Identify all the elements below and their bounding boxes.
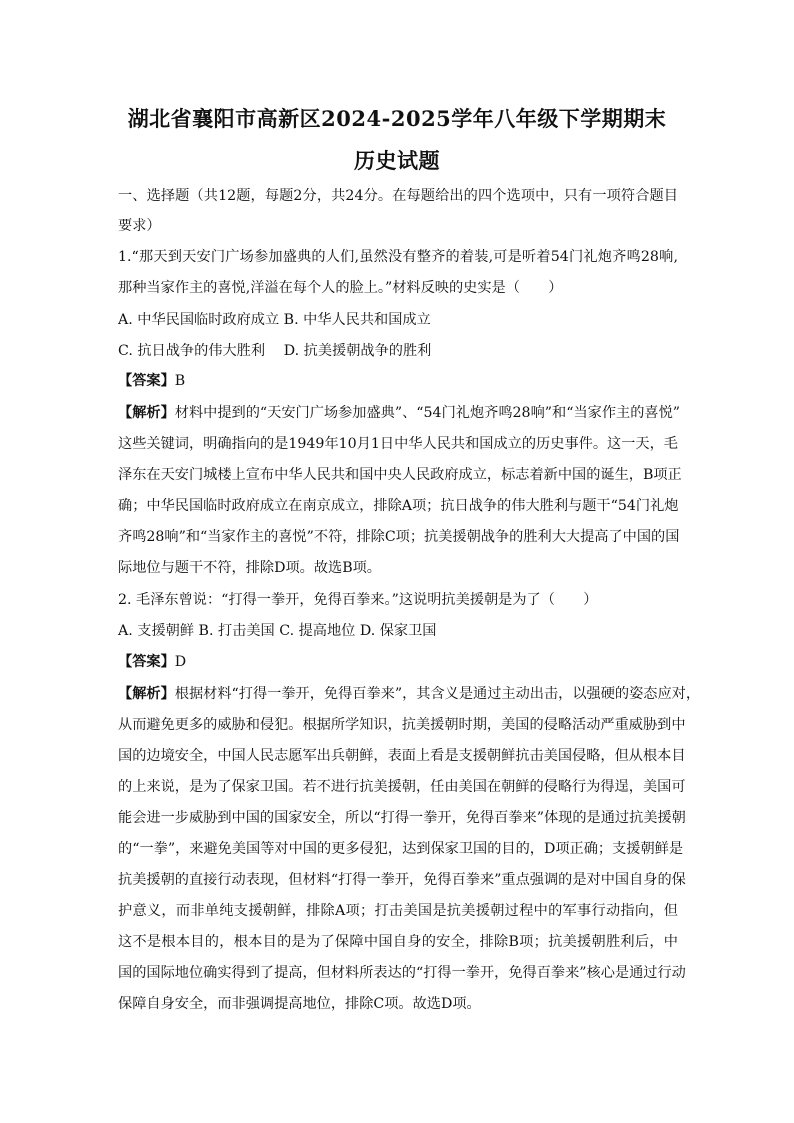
analysis-label: 【解析】 (118, 686, 175, 702)
q2-analysis-line-3: 国的边境安全，中国人民志愿军出兵朝鲜，表面上看是支援朝鲜抗击美国侵略，但从根本目 (118, 748, 686, 764)
q1-options-line-2: C. 抗日战争的伟大胜利 D. 抗美援朝战争的胜利 (118, 343, 432, 359)
q2-options-line-1: A. 支援朝鲜 B. 打击美国 C. 提高地位 D. 保家卫国 (118, 623, 437, 639)
q2-analysis-line-11: 保障自身安全，而非强调提高地位，排除C项。故选D项。 (118, 996, 481, 1012)
q1-analysis-line-1: 【解析】材料中提到的“天安门广场参加盛典”、“54门礼炮齐鸣28响”和“当家作主的喜悦” (118, 405, 681, 421)
section-heading-line-1: 一、选择题（共12题，每题2分，共24分。在每题给出的四个选项中，只有一项符合题目 (118, 188, 678, 204)
exam-title: 湖北省襄阳市高新区2024-2025学年八年级下学期期末 (127, 106, 667, 131)
answer-label: 【答案】 (118, 373, 175, 389)
q2-stem-line-1: 2. 毛泽东曾说：“打得一拳开，免得百拳来。”这说明抗美援朝是为了（ ） (118, 592, 598, 608)
answer-label: 【答案】 (118, 654, 175, 670)
q2-analysis-line-5: 能会进一步威胁到中国的国家安全，所以“打得一拳开，免得百拳来”体现的是通过抗美援朝 (118, 810, 686, 826)
q1-analysis-line-2: 这些关键词，明确指向的是1949年10月1日中华人民共和国成立的历史事件。这一天，毛 (118, 436, 678, 452)
q1-stem-line-1: 1.“那天到天安门广场参加盛典的人们,虽然没有整齐的着装,可是听着54门礼炮齐鸣28响, (118, 249, 678, 265)
q1-options-line-1: A. 中华民国临时政府成立 B. 中华人民共和国成立 (118, 312, 431, 328)
answer-value: B (174, 373, 186, 389)
q2-analysis-line-2: 从而避免更多的威胁和侵犯。根据所学知识，抗美援朝时期，美国的侵略活动严重威胁到中 (118, 717, 686, 733)
answer-value: D (174, 654, 187, 670)
q2-answer (118, 652, 186, 672)
q1-analysis-line-3: 泽东在天安门城楼上宣布中华人民共和国中央人民政府成立，标志着新中国的诞生，B项正 (118, 467, 682, 483)
q1-analysis-line-5: 齐鸣28响”和“当家作主的喜悦”不符，排除C项；抗美援朝战争的胜利大大提高了中国的国 (118, 529, 680, 545)
q1-analysis-line-4: 确；中华民国临时政府成立在南京成立，排除A项；抗日战争的伟大胜利与题干“54门礼炮 (118, 498, 679, 514)
q1-stem-line-2: 那种当家作主的喜悦,洋溢在每个人的脸上。”材料反映的史实是（ ） (118, 280, 563, 296)
exam-subject: 历史试题 (354, 148, 440, 173)
analysis-label: 【解析】 (118, 405, 175, 421)
q2-analysis-line-9: 这不是根本目的，根本目的是为了保障中国自身的安全，排除B项；抗美援朝胜利后，中 (118, 934, 678, 950)
q2-analysis-line-6: 的“一拳”，来避免美国等对中国的更多侵犯，达到保家卫国的目的，D项正确；支援朝鲜是 (118, 841, 684, 857)
q2-analysis-line-8: 护意义，而非单纯支援朝鲜，排除A项；打击美国是抗美援朝过程中的军事行动指向，但 (118, 903, 678, 919)
q1-answer (118, 371, 185, 391)
q1-analysis-line-6: 际地位与题干不符，排除D项。故选B项。 (118, 560, 381, 576)
q2-analysis-line-1: 【解析】根据材料“打得一拳开，免得百拳来”，其含义是通过主动出击，以强硬的姿态应对， (118, 686, 701, 702)
q2-analysis-line-4: 的上来说，是为了保家卫国。若不进行抗美援朝，任由美国在朝鲜的侵略行为得逞，美国可 (118, 779, 686, 795)
q2-analysis-line-10: 国的国际地位确实得到了提高，但材料所表达的“打得一拳开，免得百拳来”核心是通过行动 (118, 965, 686, 981)
q2-analysis-line-7: 抗美援朝的直接行动表现，但材料“打得一拳开，免得百拳来”重点强调的是对中国自身的保 (118, 872, 686, 888)
section-heading-line-2: 要求） (118, 218, 161, 234)
